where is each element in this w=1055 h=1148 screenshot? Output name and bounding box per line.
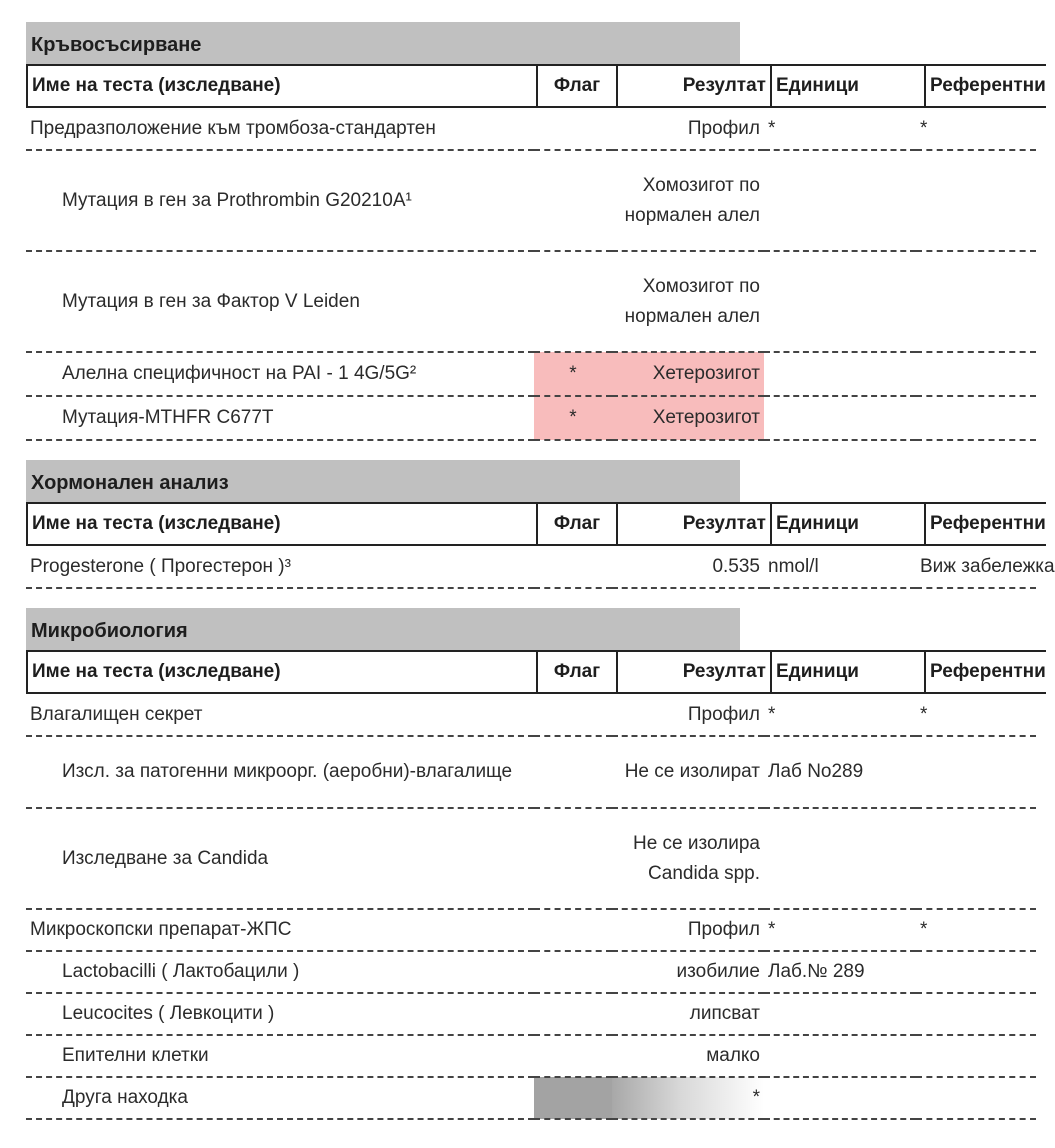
- results-table: [26, 546, 1055, 589]
- ref-cell: [916, 951, 1036, 993]
- test-name: Изсл. за патогенни микроорг. (аеробни)-влагалище: [26, 736, 534, 808]
- table-header: [26, 64, 1046, 108]
- header-result: Резултат: [617, 65, 771, 107]
- result-cell: Хомозигот по нормален алел: [612, 251, 764, 352]
- flag-cell: [534, 108, 612, 150]
- ref-cell: [916, 352, 1036, 396]
- header-flag: Флаг: [537, 651, 617, 693]
- units-cell: Лаб.№ 289: [764, 951, 916, 993]
- table-row: [26, 396, 1036, 440]
- table-row: [26, 1077, 1036, 1119]
- header-ref: Референтни: [925, 651, 1046, 693]
- ref-cell: *: [916, 694, 1036, 736]
- table-row: [26, 1035, 1036, 1077]
- result-cell: Хетерозигот: [612, 352, 764, 396]
- flag-cell: [534, 909, 612, 951]
- test-name: Влагалищен секрет: [26, 694, 534, 736]
- test-name: Предразположение към тромбоза-стандартен: [26, 108, 534, 150]
- units-cell: [764, 808, 916, 909]
- flag-cell: [534, 993, 612, 1035]
- results-table: [26, 694, 1036, 1120]
- ref-cell: Виж забележка: [916, 546, 1036, 588]
- ref-cell: [916, 808, 1036, 909]
- units-cell: [764, 251, 916, 352]
- ref-cell: [916, 1077, 1036, 1119]
- units-cell: [764, 396, 916, 440]
- table-row: [26, 546, 1036, 588]
- flag-cell: *: [534, 396, 612, 440]
- table-row: [26, 108, 1036, 150]
- ref-cell: [916, 736, 1036, 808]
- flag-cell: [534, 694, 612, 736]
- header-ref: Референтни: [925, 65, 1046, 107]
- ref-cell: [916, 251, 1036, 352]
- test-name: Друга находка: [26, 1077, 534, 1119]
- flag-cell: [534, 736, 612, 808]
- test-name: Progesterone ( Прогестерон )³: [26, 546, 534, 588]
- flag-cell: [534, 808, 612, 909]
- test-name: Алелна специфичност на PAI - 1 4G/5G²: [26, 352, 534, 396]
- header-flag: Флаг: [537, 65, 617, 107]
- header-units: Единици: [771, 503, 925, 545]
- ref-cell: *: [916, 108, 1036, 150]
- test-name: Мутация-MTHFR C677T: [26, 396, 534, 440]
- flag-cell: [534, 546, 612, 588]
- flag-cell: [534, 1077, 612, 1119]
- units-cell: *: [764, 909, 916, 951]
- results-table: [26, 108, 1036, 441]
- table-row: [26, 150, 1036, 251]
- flag-cell: *: [534, 352, 612, 396]
- flag-cell: [534, 1035, 612, 1077]
- units-cell: [764, 1035, 916, 1077]
- ref-cell: [916, 993, 1036, 1035]
- table-row: [26, 808, 1036, 909]
- result-cell: Не се изолират: [612, 736, 764, 808]
- units-cell: [764, 1077, 916, 1119]
- table-row: [26, 352, 1036, 396]
- section-title: Кръвосъсирване: [26, 22, 740, 64]
- section-title: Хормонален анализ: [26, 460, 740, 502]
- units-cell: nmol/l: [764, 546, 916, 588]
- header-result: Резултат: [617, 651, 771, 693]
- ref-cell: [916, 1035, 1036, 1077]
- test-name: Микроскопски препарат-ЖПС: [26, 909, 534, 951]
- header-units: Единици: [771, 651, 925, 693]
- table-row: [26, 251, 1036, 352]
- ref-cell: *: [916, 909, 1036, 951]
- ref-cell: [916, 150, 1036, 251]
- units-cell: [764, 993, 916, 1035]
- result-cell: липсват: [612, 993, 764, 1035]
- result-cell: малко: [612, 1035, 764, 1077]
- section-title: Микробиология: [26, 608, 740, 650]
- table-row: [26, 993, 1036, 1035]
- header-name: Име на теста (изследване): [27, 651, 537, 693]
- result-cell: 0.535: [612, 546, 764, 588]
- units-cell: [764, 150, 916, 251]
- result-cell: изобилие: [612, 951, 764, 993]
- result-cell: Профил: [612, 909, 764, 951]
- header-units: Единици: [771, 65, 925, 107]
- test-name: Изследване за Candida: [26, 808, 534, 909]
- units-cell: Лаб No289: [764, 736, 916, 808]
- table-row: [26, 909, 1036, 951]
- table-row: [26, 951, 1036, 993]
- table-row: [26, 736, 1036, 808]
- header-name: Име на теста (изследване): [27, 503, 537, 545]
- result-cell: *: [612, 1077, 764, 1119]
- flag-cell: [534, 251, 612, 352]
- result-cell: Профил: [612, 108, 764, 150]
- header-result: Резултат: [617, 503, 771, 545]
- test-name: Мутация в ген за Prothrombin G20210A¹: [26, 150, 534, 251]
- flag-cell: [534, 150, 612, 251]
- flag-cell: [534, 951, 612, 993]
- test-name: Leucocites ( Левкоцити ): [26, 993, 534, 1035]
- header-name: Име на теста (изследване): [27, 65, 537, 107]
- test-name: Мутация в ген за Фактор V Leiden: [26, 251, 534, 352]
- result-cell: Не се изолира Candida spp.: [612, 808, 764, 909]
- units-cell: *: [764, 694, 916, 736]
- units-cell: *: [764, 108, 916, 150]
- table-row: [26, 694, 1036, 736]
- result-cell: Хетерозигот: [612, 396, 764, 440]
- header-ref: Референтни: [925, 503, 1046, 545]
- table-header: [26, 650, 1046, 694]
- header-flag: Флаг: [537, 503, 617, 545]
- units-cell: [764, 352, 916, 396]
- table-header: [26, 502, 1046, 546]
- result-cell: Профил: [612, 694, 764, 736]
- test-name: Епителни клетки: [26, 1035, 534, 1077]
- test-name: Lactobacilli ( Лактобацили ): [26, 951, 534, 993]
- result-cell: Хомозигот по нормален алел: [612, 150, 764, 251]
- ref-cell: [916, 396, 1036, 440]
